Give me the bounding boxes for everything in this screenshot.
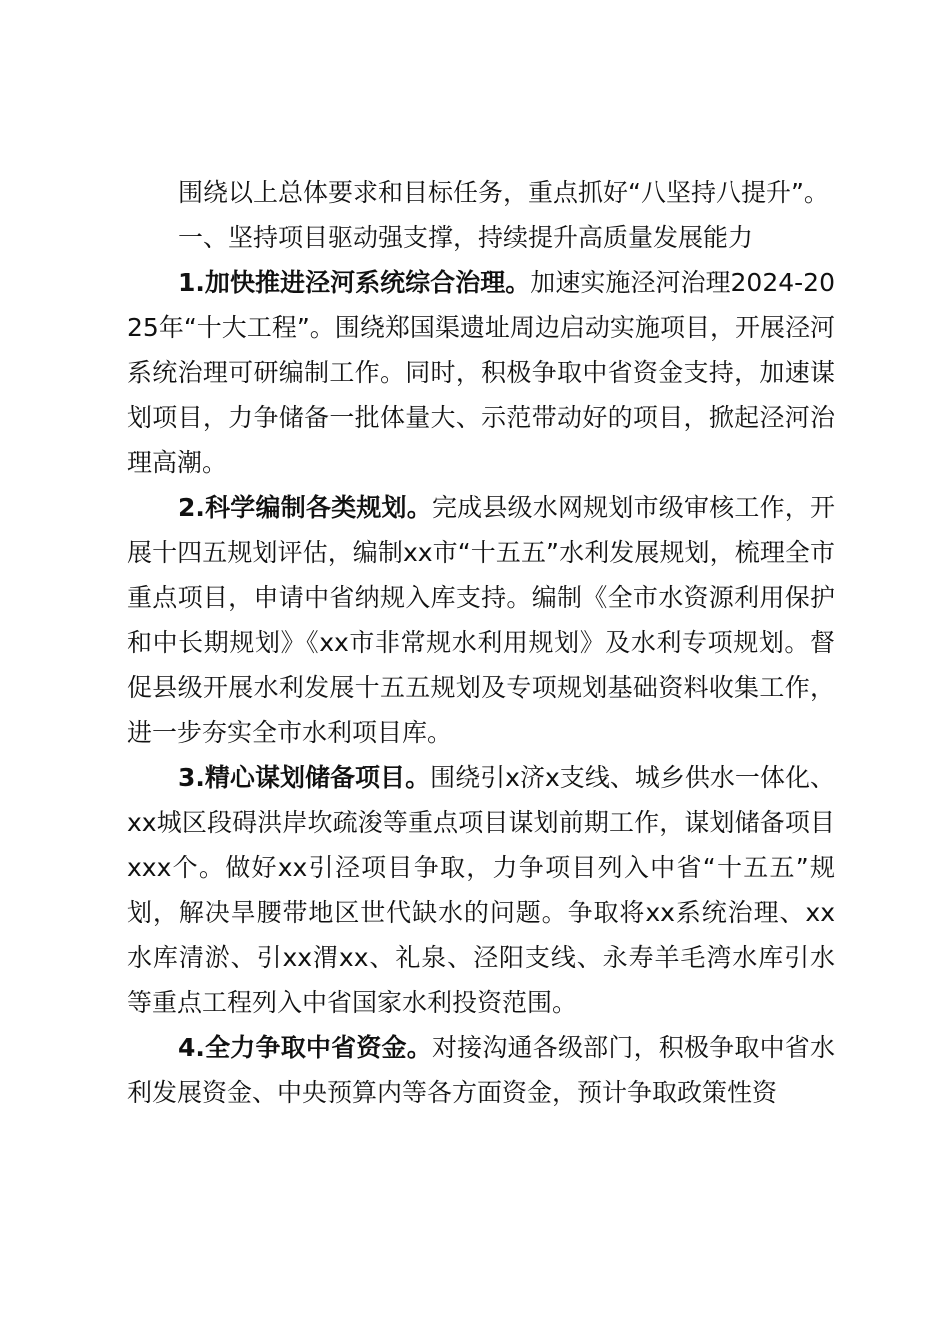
paragraph-item-4 xyxy=(127,1025,835,1115)
paragraph-lead: 3.精心谋划储备项目。 xyxy=(178,763,431,792)
paragraph-item-3 xyxy=(127,755,835,1025)
paragraph-item-2 xyxy=(127,485,835,755)
paragraph-lead: 4.全力争取中省资金。 xyxy=(178,1033,432,1062)
section-heading xyxy=(127,215,835,260)
paragraph-text: 围绕引x济x支线、城乡供水一体化、xx城区段碍洪岸坎疏浚等重点项目谋划前期工作，谋划储备项目xxx个。做好xx引泾项目争取，力争项目列入中省“十五五”规划，解决旱腰带地区世代缺水的问题。争取将xx系统治理、xx水库清淤、引xx渭xx、礼泉、泾阳支线、永寿羊毛湾水库引水等重点工程列入中省国家水利投资范围。 xyxy=(127,763,835,1017)
paragraph-lead: 1.加快推进泾河系统综合治理。 xyxy=(178,268,531,297)
paragraph-text: 加速实施泾河治理2024-2025年“十大工程”。围绕郑国渠遗址周边启动实施项目，开展泾河系统治理可研编制工作。同时，积极争取中省资金支持，加速谋划项目，力争储备一批体量大、示范带动好的项目，掀起泾河治理高潮。 xyxy=(127,268,835,477)
paragraph-item-1 xyxy=(127,260,835,485)
paragraph-lead: 2.科学编制各类规划。 xyxy=(178,493,432,522)
document-body xyxy=(127,170,835,1115)
paragraph-text: 围绕以上总体要求和目标任务，重点抓好“八坚持八提升”。 xyxy=(178,178,829,207)
paragraph-text: 完成县级水网规划市级审核工作，开展十四五规划评估，编制xx市“十五五”水利发展规划，梳理全市重点项目，申请中省纳规入库支持。编制《全市水资源利用保护和中长期规划》《xx市非常规水利用规划》及水利专项规划。督促县级开展水利发展十五五规划及专项规划基础资料收集工作，进一步夯实全市水利项目库。 xyxy=(127,493,835,747)
paragraph-text: 一、坚持项目驱动强支撑，持续提升高质量发展能力 xyxy=(178,223,754,252)
paragraph-intro xyxy=(127,170,835,215)
paragraph-text: 对接沟通各级部门，积极争取中省水利发展资金、中央预算内等各方面资金，预计争取政策性资 xyxy=(127,1033,835,1107)
